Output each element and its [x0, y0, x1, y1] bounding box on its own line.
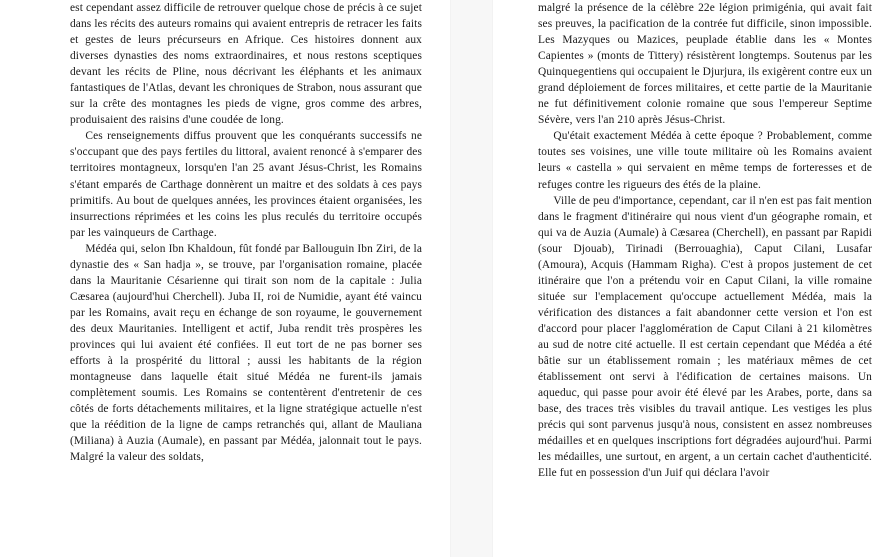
gutter-edge-right — [492, 0, 493, 557]
paragraph: Ces renseignements diffus prouvent que les conquérants successifs ne s'occupant que des pays fertiles du littoral, avaient renoncé à s'emparer des territoires montagneux, lorsqu'en l'an 25 avant Jésus-Christ, les Romains s'étant emparés de Carthage donnèrent un maitre et des soldats à ces pays primitifs. Au bout de quelques années, les provinces étaient organisées, les insurrections réprimées et les coins les plus reculés du territoire occupés par les vainqueurs de Carthage. — [70, 130, 422, 239]
text-column-left — [70, 0, 422, 465]
paragraph: Médéa qui, selon Ibn Khaldoun, fût fondé par Ballouguin Ibn Ziri, de la dynastie des « San hadja », se trouve, par l'organisation romaine, placée dans la Mauritanie Césarienne qui tirait son nom de la capitale : Julia Cæsarea (aujourd'hui Cherchell). Juba II, roi de Numidie, ayant été vaincu par les Romains, avait reçu en échange de son royaume, le gouvernement des deux Mauritanies. Intelligent et actif, Juba rendit très prospères les provinces qui lui avaient été confiées. Il eut tort de ne pas borner ses efforts à la prospérité du littoral ; aussi les habitants de la région montagneuse dans laquelle était situé Médéa ne furent-ils jamais complètement soumis. Les Romains se contentèrent d'entretenir de ces côtés de forts détachements militaires, et la ligne stratégique actuelle n'est que la réédition de la ligne de camps retranchés qui, allant de Mauliana (Miliana) à Auzia (Aumale), en passant par Médéa, jalonnait tout le pays. Malgré la valeur des soldats, — [70, 242, 422, 464]
paragraph: Qu'était exactement Médéa à cette époque ? Probablement, comme toutes ses voisines, une ville toute militaire où les Romains avaient leurs « castella » qui servaient en même temps de forteresses et de refuges contre les rigueurs des étés de la plaine. — [538, 130, 872, 191]
text-column-right — [538, 0, 872, 481]
paragraph: Ville de peu d'importance, cependant, car il n'en est pas fait mention dans le fragment d'itinéraire qui nous vient d'un géographe romain, et qui va de Auzia (Aumale) à Cæsarea (Cherchell), en passant par Rapidi (sour Djouab), Tirinadi (Berrouaghia), Caput Cilani, Lusafar (Amoura), Acquis (Hammam Righa). C'est à propos justement de cet itinéraire que l'on a prétendu voir en Caput Cilani, la ville romaine située sur l'emplacement qu'occupe actuellement Médéa, mais la vérification des distances a fait abandonner cette version et l'on est d'accord pour placer l'agglomération de Caput Cilani à 21 kilomètres au sud de notre cité actuelle. Il est certain cependant que Médéa a été bâtie sur un établissement romain ; les matériaux mêmes de cet établissement ont servi à l'édification de certaines maisons. Un aqueduc, qui passe pour avoir été élevé par les Arabes, porte, dans sa base, des traces très visibles du travail antique. Les vestiges les plus précis qui sont parvenus jusqu'à nous, consistent en assez nombreuses médailles et en quelques inscriptions fort dégradées aujourd'hui. Parmi les médailles, une surtout, en argent, a un certain cachet d'authenticité. Elle fut en possession d'un Juif qui déclara l'avoir — [538, 194, 872, 480]
paragraph: est cependant assez difficile de retrouver quelque chose de précis à ce sujet dans les récits des auteurs romains qui avaient entrepris de retracer les faits et gestes de leurs précurseurs en Afrique. Ces histoires donnent aux diverses dynasties des noms extraordinaires, et nous restons sceptiques devant les récits de Pline, nous décrivant les éléphants et les animaux fantastiques de l'Atlas, devant les chroniques de Strabon, nous assurant que sur la crête des montagnes les pieds de vigne, gros comme des arbres, produisaient des raisins d'une coudée de long. — [70, 2, 422, 127]
gutter-edge-left — [450, 0, 451, 557]
column-gutter-shade — [450, 0, 493, 557]
paragraph: malgré la présence de la célèbre 22e légion primigénia, qui avait fait ses preuves, la pacification de la contrée fut difficile, sinon impossible. Les Mazyques ou Mazices, peuplade établie dans les « Montes Capientes » (monts de Tittery) résistèrent longtemps. Soutenus par les Quinquegentiens qui occupaient le Djurjura, ils exigèrent contre eux un grand déploiement de forces militaires, et cette partie de la Mauritanie ne fut définitivement colonie romaine que sous l'empereur Septime Sévère, vers l'an 210 après Jésus-Christ. — [538, 2, 872, 127]
